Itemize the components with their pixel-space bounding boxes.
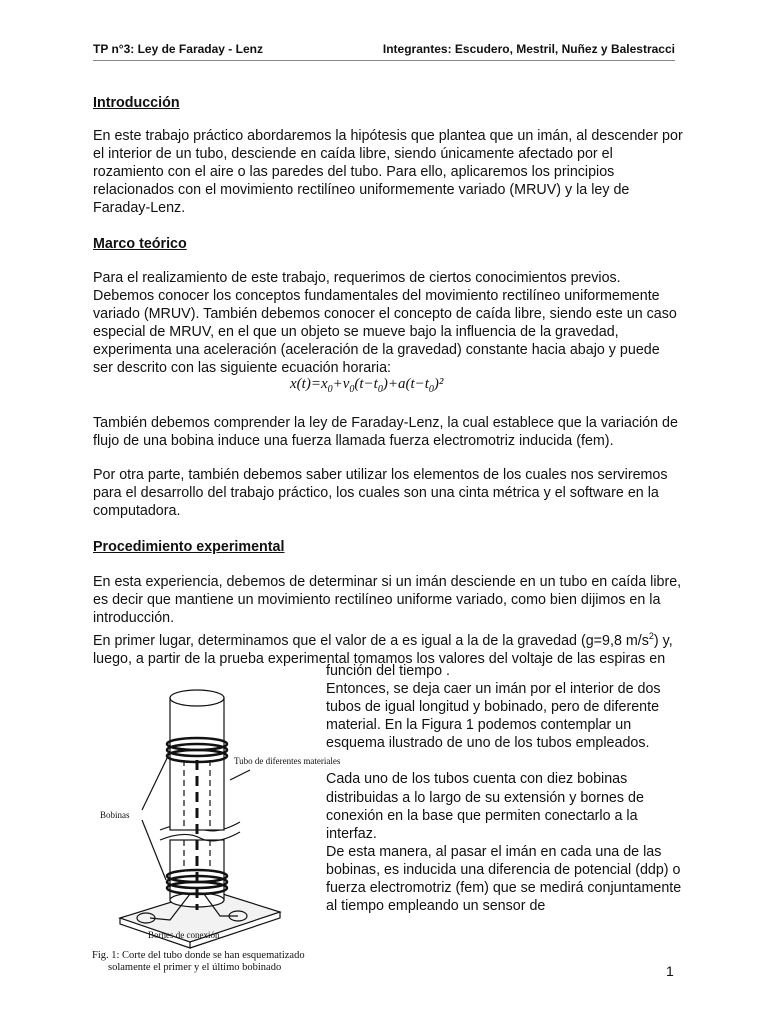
right-column xyxy=(326,662,690,915)
proc-text-1: En esta experiencia, debemos de determinar si un imán desciende en un tubo en caída libre, es decir que mantiene un movimiento rectilíneo uniforme variado, como bien dijimos en la introducción. xyxy=(93,574,682,627)
proc-text-2-sup: 2 xyxy=(648,631,654,641)
marco-heading: Marco teórico xyxy=(93,236,187,252)
proc-heading: Procedimiento experimental xyxy=(93,539,285,555)
proc-text-2b: ) y, luego, a partir de la prueba experimental tomamos los valores del voltaje de las espiras en xyxy=(93,632,673,667)
page-number: 1 xyxy=(666,963,674,979)
marco-paragraph-3 xyxy=(93,466,683,520)
marco-text-1: Para el realizamiento de este trabajo, requerimos de ciertos conocimientos previos. Debemos conocer los conceptos fundamentales del movimiento rectilíneo uniformemente variado (MRUV). También debemos conocer el concepto de caída libre, siendo este un caso especial de MRUV, en el que un objeto se mueve bajo la influencia de la gravedad, experimenta una aceleración (aceleración de la gravedad) constante hacia abajo y puede ser descrito con las siguiente ecuación horaria: xyxy=(93,270,677,377)
marco-paragraph-1 xyxy=(93,269,683,378)
motion-equation: $x(t)=x_0+v_0(t-t_0)+a(t-t_0)^2$ xyxy=(290,376,444,395)
label-bobinas: Bobinas xyxy=(100,810,130,820)
tube-figure xyxy=(90,680,341,978)
intro-heading: Introducción xyxy=(93,95,180,111)
eq-sub-v0: 0 xyxy=(349,384,355,395)
right-col-para2: Cada uno de los tubos cuenta con diez bobinas distribuidas a lo largo de su extensión y bornes de conexión en la base que permiten conectarlo a la interfaz. xyxy=(326,771,644,842)
proc-title xyxy=(93,538,683,556)
marco-paragraph-2 xyxy=(93,414,683,450)
page-header xyxy=(93,42,675,61)
header-title: TP n°3: Ley de Faraday - Lenz xyxy=(93,42,263,56)
marco-text-3: Por otra parte, también debemos saber utilizar los elementos de los cuales nos serviremos para el desarrollo del trabajo práctico, los cuales son una cinta métrica y el software en la computadora. xyxy=(93,467,668,520)
proc-text-2a: En primer lugar, determinamos que el valor de a es igual a la de la gravedad (g=9,8 m/s xyxy=(93,632,649,649)
intro-title xyxy=(93,94,683,112)
proc-paragraph-1 xyxy=(93,573,683,627)
label-tubo xyxy=(234,756,341,766)
label-tubo-text: Tubo de diferentes materiales xyxy=(234,756,341,766)
right-col-para1: Entonces, se deja caer un imán por el interior de dos tubos de igual longitud y bobinado, pero de diferente material. En la Figura 1 podemos contemplar un esquema ilustrado de uno de los tubos empleados. xyxy=(326,681,661,752)
label-bornes: Bornes de conexión xyxy=(148,930,220,940)
right-col-para3: De esta manera, al pasar el imán en cada una de las bobinas, es inducida una diferencia de potencial (ddp) o fuerza electromotriz (fem) que se medirá conjuntamente al tiempo empleando un sensor de xyxy=(326,843,682,915)
marco-text-2: También debemos comprender la ley de Faraday-Lenz, la cual establece que la variación de flujo de una bobina induce una fuerza llamada fuerza electromotriz inducida (fem). xyxy=(93,415,678,450)
intro-text: En este trabajo práctico abordaremos la hipótesis que plantea que un imán, al descender por el interior de un tubo, desciende en caída libre, siendo únicamente afectado por el rozamiento con el aire o las paredes del tubo. Para ello, aplicaremos los principios relacionados con el movimiento rectilíneo uniformemente variado (MRUV) y la ley de Faraday-Lenz. xyxy=(93,128,683,217)
equation-lhs: x(t)= xyxy=(290,376,321,392)
intro-paragraph xyxy=(93,127,683,217)
header-authors: Integrantes: Escudero, Mestril, Nuñez y Balestracci xyxy=(382,42,675,56)
eq-sub-t0a: 0 xyxy=(377,384,383,395)
eq-sub-x0: 0 xyxy=(327,384,333,395)
caption-line-1: Fig. 1: Corte del tubo donde se han esquematizado xyxy=(92,950,305,961)
caption-line-2: solamente el primer y el último bobinado xyxy=(108,962,282,973)
figure-caption xyxy=(92,950,312,974)
right-col-line1: función del tiempo . xyxy=(326,663,450,679)
eq-sub-t0b: 0 xyxy=(428,384,434,395)
marco-title xyxy=(93,235,683,253)
